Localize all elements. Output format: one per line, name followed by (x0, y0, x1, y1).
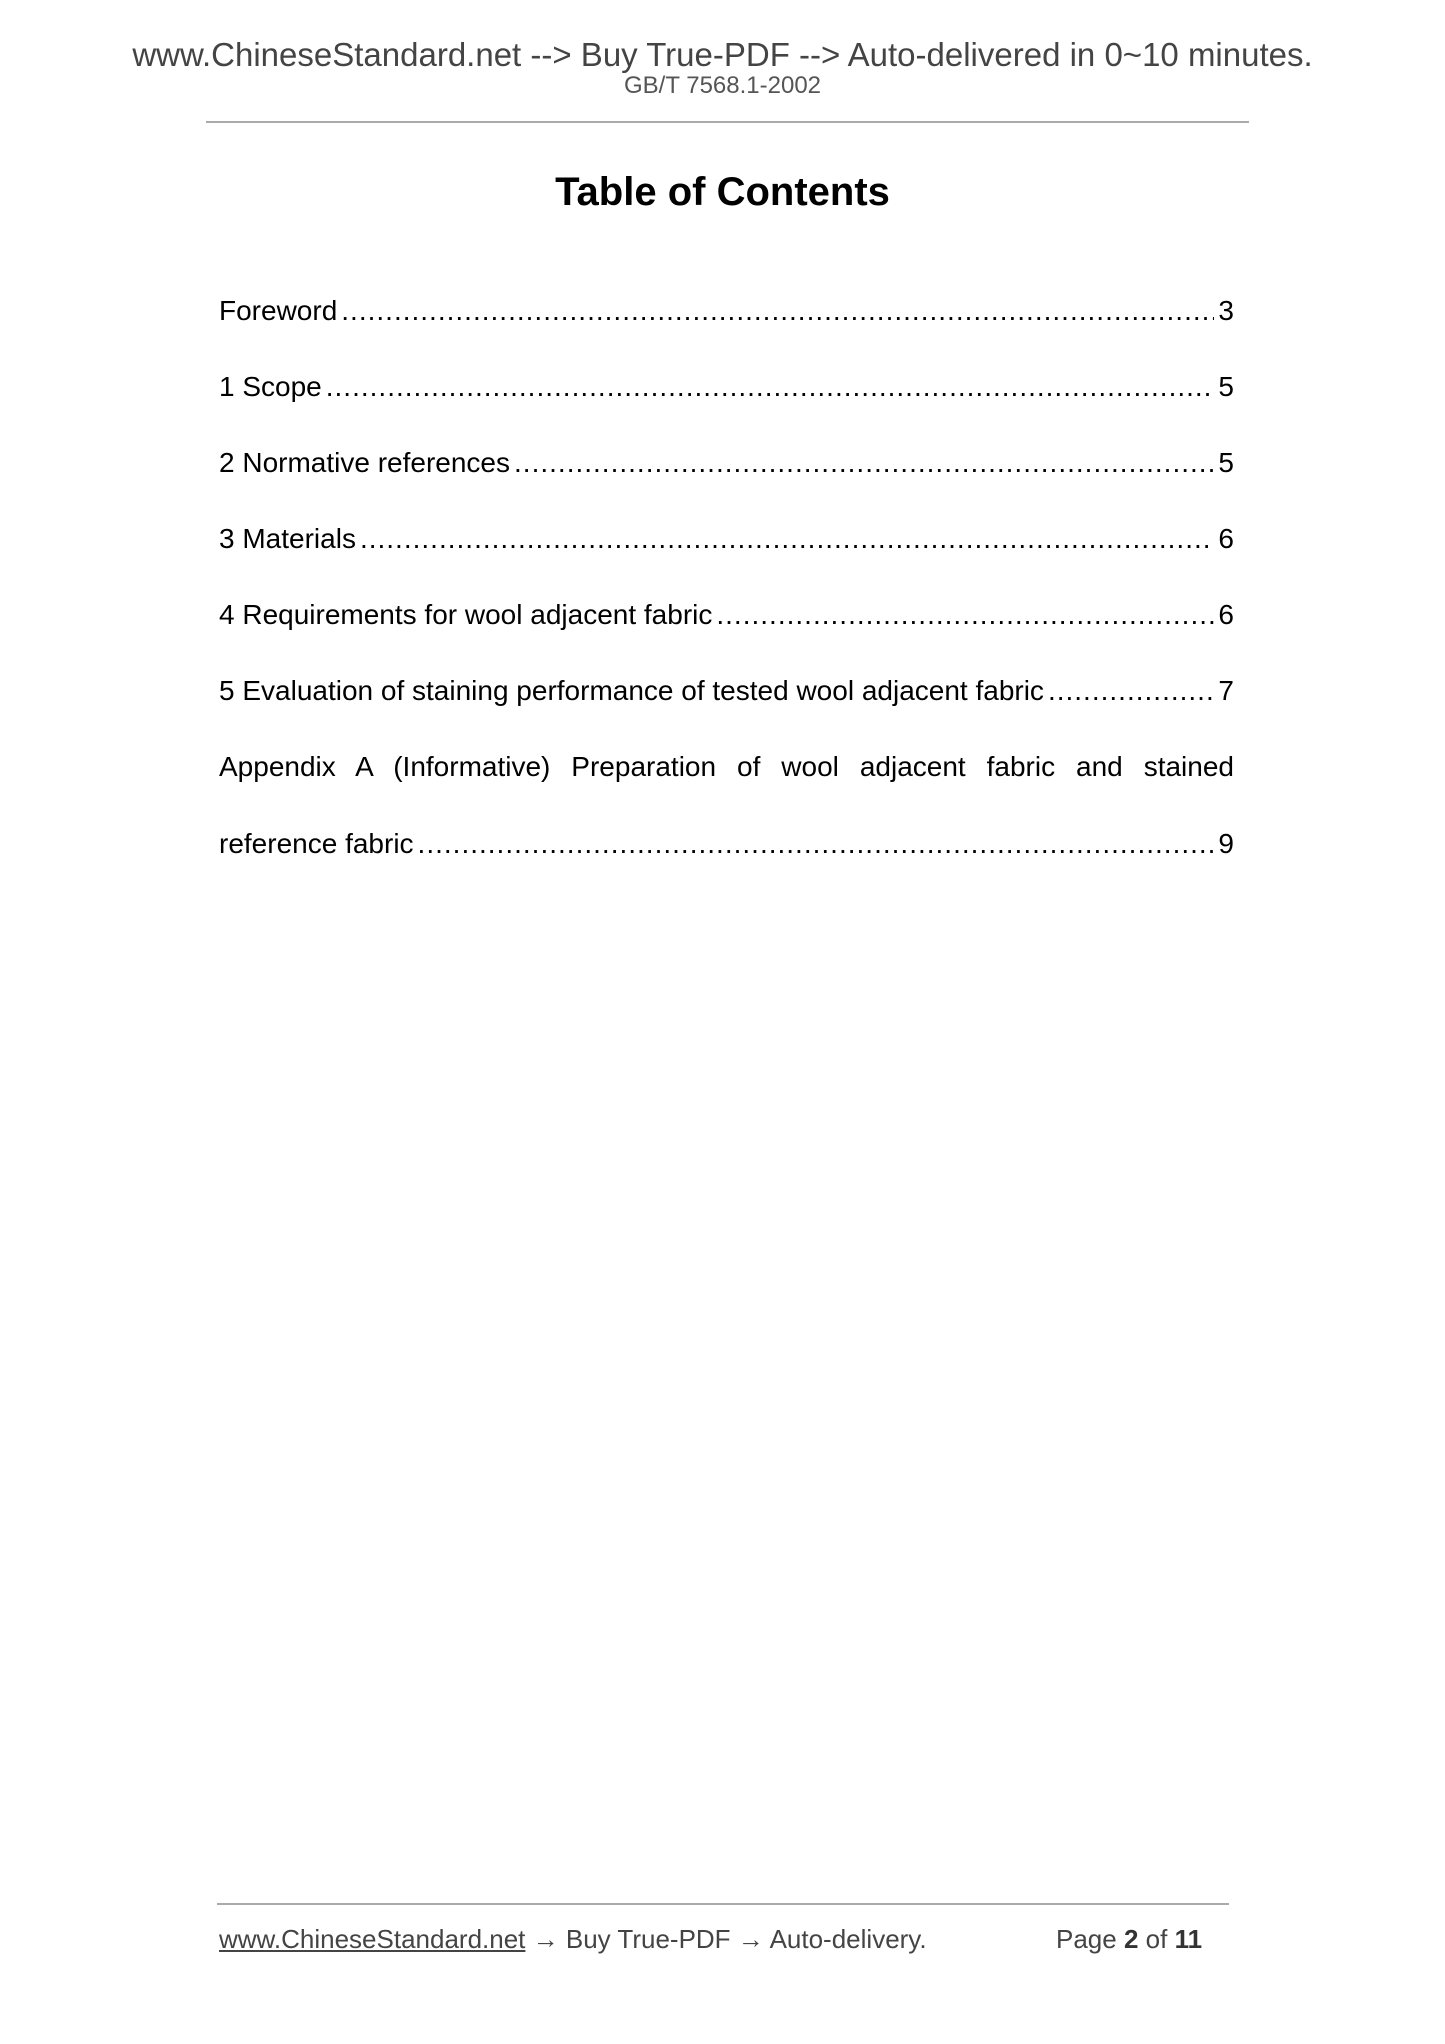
toc-page: 6 (1218, 599, 1234, 630)
page-label: Page (1056, 1924, 1117, 1954)
toc-entry-appendix-a[interactable] (219, 830, 1234, 858)
toc-entry-evaluation[interactable] (219, 677, 1234, 705)
toc-leader (326, 373, 1215, 401)
toc-entry-scope[interactable] (219, 373, 1234, 401)
toc-leader (341, 297, 1214, 325)
toc-page: 5 (1218, 371, 1234, 402)
toc-page: 3 (1218, 295, 1234, 326)
toc-entry-materials[interactable] (219, 525, 1234, 553)
footer-text (219, 1926, 927, 1952)
toc-entry-requirements[interactable] (219, 601, 1234, 629)
page-number (1056, 1926, 1202, 1952)
footer-tagline: → Buy True-PDF → Auto-delivery. (525, 1924, 927, 1954)
toc-leader (1048, 677, 1214, 705)
toc-entry-foreword[interactable] (219, 297, 1234, 325)
toc-label: 3 Materials (219, 523, 356, 554)
toc-label: 2 Normative references (219, 447, 511, 478)
footer-divider (217, 1903, 1229, 1905)
toc-leader (716, 601, 1214, 629)
toc-page: 9 (1218, 828, 1234, 859)
toc-entry-appendix-a-line1[interactable]: Appendix A (Informative) Preparation of wool adjacent fabric and stained (219, 751, 1234, 782)
header-banner: www.ChineseStandard.net --> Buy True-PDF --> Auto-delivered in 0~10 minutes. (132, 36, 1313, 73)
toc-label: 4 Requirements for wool adjacent fabric (219, 599, 713, 630)
toc-leader (514, 449, 1214, 477)
toc-label: 1 Scope (219, 371, 322, 402)
footer-link[interactable]: www.ChineseStandard.net (219, 1924, 526, 1954)
page-title: Table of Contents (555, 170, 890, 214)
toc-label: Foreword (219, 295, 338, 326)
toc-label: reference fabric (219, 828, 414, 859)
toc-label: 5 Evaluation of staining performance of tested wool adjacent fabric (219, 675, 1044, 706)
page-of: of (1145, 1924, 1168, 1954)
toc-page: 7 (1218, 675, 1234, 706)
header-divider (206, 121, 1249, 123)
toc-entry-normative-references[interactable] (219, 449, 1234, 477)
standard-id: GB/T 7568.1-2002 (623, 72, 822, 99)
page-current: 2 (1123, 1924, 1139, 1954)
toc-page: 5 (1218, 447, 1234, 478)
page-total: 11 (1174, 1924, 1203, 1954)
toc-leader (418, 830, 1215, 858)
toc-page: 6 (1218, 523, 1234, 554)
toc-leader (360, 525, 1214, 553)
